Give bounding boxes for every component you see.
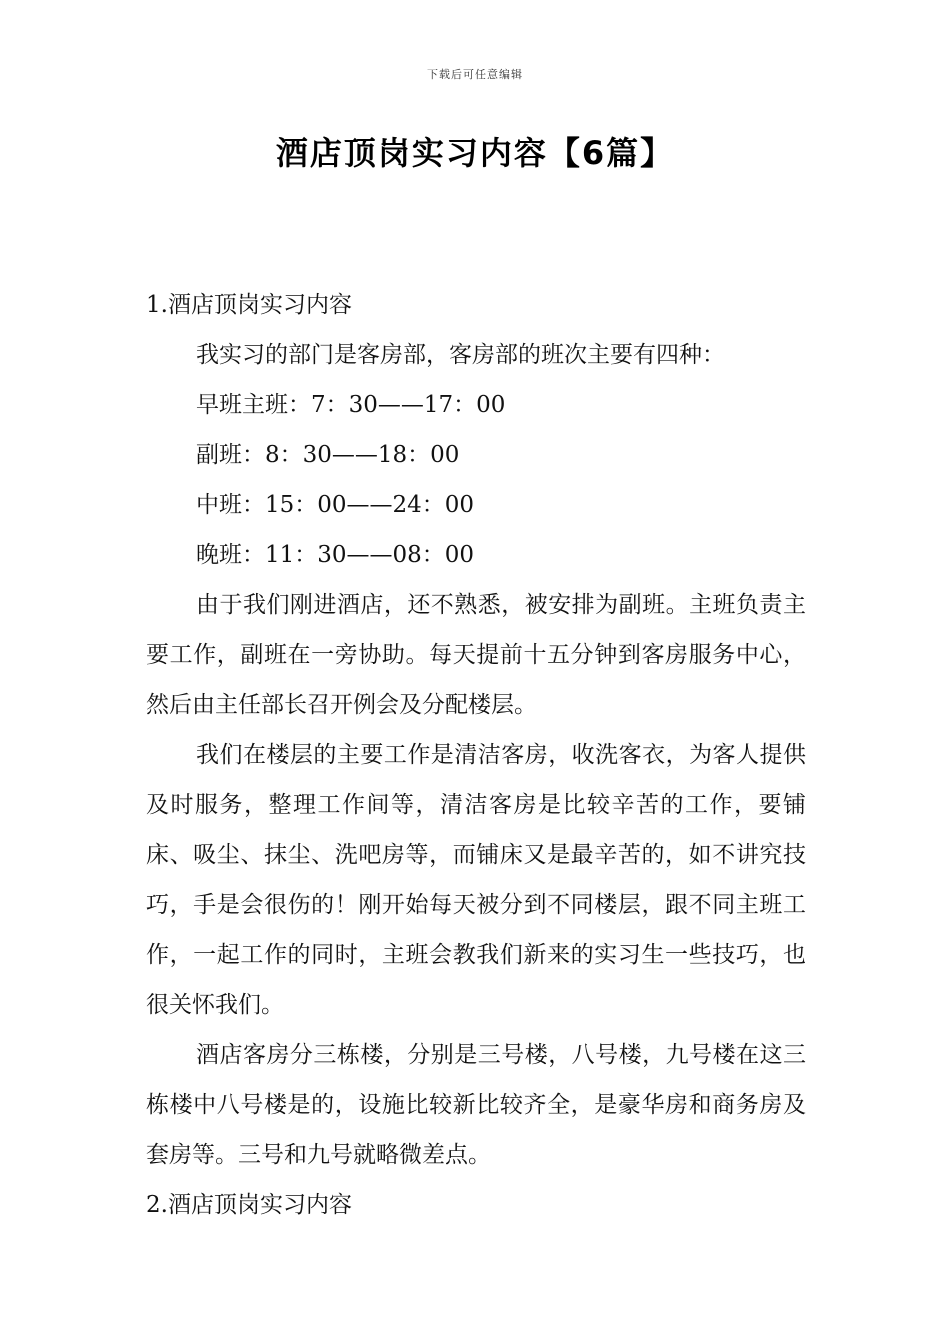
body-paragraph: 我们在楼层的主要工作是清洁客房，收洗客衣，为客人提供及时服务，整理工作间等，清洁客房是比较辛苦的工作，要铺床、吸尘、抹尘、洗吧房等，而铺床又是最辛苦的，如不讲究技巧，手是会很伤的！刚开始每天被分到不同楼层，跟不同主班工作，一起工作的同时，主班会教我们新来的实习生一些技巧，也很关怀我们。 xyxy=(146,742,806,1018)
shift-line: 晚班：11：30——08：00 xyxy=(196,542,475,568)
intro-line: 我实习的部门是客房部，客房部的班次主要有四种： xyxy=(196,342,725,368)
header-note: 下载后可任意编辑 xyxy=(427,68,523,81)
document-title: 酒店顶岗实习内容【6篇】 xyxy=(275,134,675,172)
shift-line: 早班主班：7：30——17：00 xyxy=(196,392,506,418)
shift-line: 副班：8：30——18：00 xyxy=(196,442,460,468)
body-paragraph: 由于我们刚进酒店，还不熟悉，被安排为副班。主班负责主要工作，副班在一旁协助。每天提前十五分钟到客房服务中心，然后由主任部长召开例会及分配楼层。 xyxy=(146,592,806,718)
document-body xyxy=(146,280,806,1230)
body-paragraph: 酒店客房分三栋楼，分别是三号楼，八号楼，九号楼在这三栋楼中八号楼是的，设施比较新比较齐全，是豪华房和商务房及套房等。三号和九号就略微差点。 xyxy=(146,1042,806,1168)
shift-line: 中班：15：00——24：00 xyxy=(196,492,475,518)
section-heading: 1.酒店顶岗实习内容 xyxy=(146,292,352,318)
section-heading: 2.酒店顶岗实习内容 xyxy=(146,1192,352,1218)
